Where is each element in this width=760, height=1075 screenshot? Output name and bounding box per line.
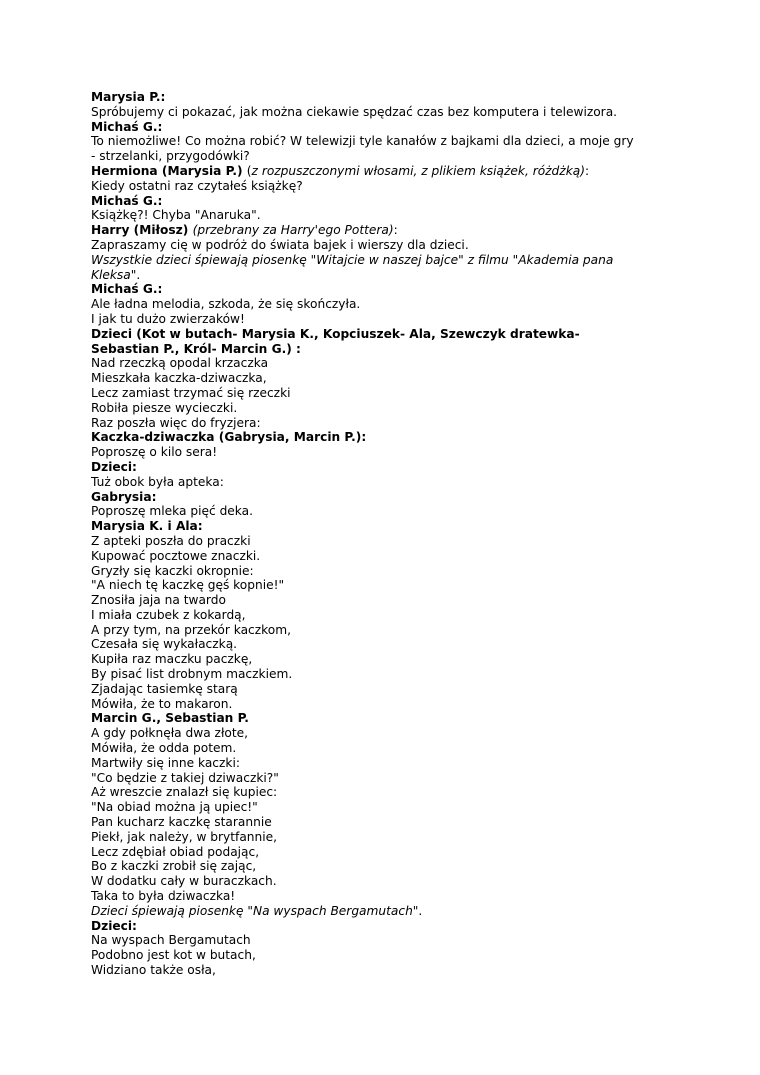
line-text: Spróbujemy ci pokazać, jak można ciekawie spędzać czas bez komputera i telewizora.: [91, 104, 618, 119]
line-text: :: [584, 163, 590, 178]
speaker-label: Harry (Miłosz): [91, 223, 193, 238]
line-text: Nad rzeczką opodal krzaczka: [91, 356, 269, 371]
text-line: [91, 134, 681, 149]
line-text: Na wyspach Bergamutach: [91, 933, 251, 948]
line-text: Zapraszamy cię w podróż do świata bajek i wierszy dla dzieci.: [91, 237, 469, 252]
text-line: [91, 327, 681, 342]
line-text: A gdy połknęła dwa złote,: [91, 726, 249, 741]
line-text: Tuż obok była apteka:: [91, 474, 224, 489]
line-text: "Co będzie z takiej dziwaczki?": [91, 770, 279, 785]
speaker-label: Dzieci:: [91, 918, 137, 933]
text-line: [91, 549, 681, 564]
text-line: [91, 475, 681, 490]
line-text: Poproszę mleka pięć deka.: [91, 504, 253, 519]
text-line: [91, 312, 681, 327]
speaker-label: Marysia K. i Ala:: [91, 519, 203, 534]
line-text: Książkę?! Chyba "Anaruka".: [91, 208, 261, 223]
line-text: To niemożliwe! Co można robić? W telewizji tyle kanałów z bajkami dla dzieci, a moje gry: [91, 134, 634, 149]
text-line: [91, 401, 681, 416]
line-text: Robiła piesze wycieczki.: [91, 400, 238, 415]
line-text: "A niech tę kaczkę gęś kopnie!": [91, 578, 285, 593]
line-text: Mówiła, że to makaron.: [91, 696, 233, 711]
text-line: [91, 371, 681, 386]
speaker-label: Dzieci (Kot w butach- Marysia K., Kopciuszek- Ala, Szewczyk dratewka-: [91, 326, 580, 341]
line-text: Piekł, jak należy, w brytfannie,: [91, 829, 278, 844]
text-line: [91, 238, 681, 253]
text-line: [91, 105, 681, 120]
text-line: [91, 416, 681, 431]
text-line: [91, 741, 681, 756]
line-text: Martwiły się inne kaczki:: [91, 755, 240, 770]
stage-direction: z rozpuszczonymi włosami, z plikiem książek, różdżką): [251, 163, 585, 178]
text-line: [91, 608, 681, 623]
text-line: [91, 268, 681, 283]
stage-direction: Akademia pana: [518, 252, 614, 267]
text-line: [91, 652, 681, 667]
line-text: Czesała się wykałaczką.: [91, 637, 238, 652]
text-line: [91, 726, 681, 741]
speaker-label: Michaś G.:: [91, 119, 163, 134]
line-text: Poproszę o kilo sera!: [91, 445, 218, 460]
speaker-label: Michaś G.:: [91, 282, 163, 297]
text-line: [91, 919, 681, 934]
line-text: Kupować pocztowe znaczki.: [91, 548, 261, 563]
speaker-label: Hermiona (Marysia P.): [91, 163, 247, 178]
text-line: [91, 623, 681, 638]
speaker-label: Marcin G., Sebastian P.: [91, 711, 249, 726]
text-line: [91, 445, 681, 460]
speaker-label: Sebastian P., Król- Marcin G.) :: [91, 341, 301, 356]
text-line: [91, 519, 681, 534]
text-line: [91, 697, 681, 712]
text-line: [91, 490, 681, 505]
line-text: Mówiła, że odda potem.: [91, 741, 237, 756]
line-text: ": [247, 903, 253, 918]
text-line: [91, 253, 681, 268]
text-line: [91, 800, 681, 815]
text-line: [91, 771, 681, 786]
line-text: Ale ładna melodia, szkoda, że się skończyła.: [91, 297, 361, 312]
text-line: [91, 386, 681, 401]
text-line: [91, 593, 681, 608]
line-text: Lecz zamiast trzymać się rzeczki: [91, 385, 291, 400]
text-line: [91, 460, 681, 475]
line-text: I miała czubek z kokardą,: [91, 607, 246, 622]
stage-direction: "Witajcie w naszej bajce: [310, 252, 459, 267]
text-line: [91, 208, 681, 223]
text-line: [91, 948, 681, 963]
stage-direction: " z filmu ": [458, 252, 519, 267]
line-text: W dodatku cały w buraczkach.: [91, 874, 277, 889]
text-line: [91, 578, 681, 593]
text-line: [91, 342, 681, 357]
text-line: [91, 845, 681, 860]
line-text: By pisać list drobnym maczkiem.: [91, 667, 293, 682]
text-line: [91, 963, 681, 978]
text-line: [91, 933, 681, 948]
text-line: [91, 830, 681, 845]
speaker-label: Kaczka-dziwaczka (Gabrysia, Marcin P.):: [91, 430, 367, 445]
line-text: Gryzły się kaczki okropnie:: [91, 563, 254, 578]
line-text: Lecz zdębiał obiad podając,: [91, 844, 260, 859]
text-line: [91, 859, 681, 874]
text-line: [91, 430, 681, 445]
text-line: [91, 223, 681, 238]
text-line: [91, 179, 681, 194]
line-text: Z apteki poszła do praczki: [91, 533, 251, 548]
line-text: "Na obiad można ją upiec!": [91, 800, 258, 815]
text-line: [91, 356, 681, 371]
stage-direction: Wszystkie dzieci śpiewają piosenkę: [91, 252, 311, 267]
line-text: Taka to była dziwaczka!: [91, 889, 236, 904]
line-text: :: [393, 223, 398, 238]
speaker-label: Marysia P.:: [91, 90, 166, 104]
text-line: [91, 297, 681, 312]
text-line: [91, 564, 681, 579]
line-text: Zjadając tasiemkę starą: [91, 681, 238, 696]
text-line: [91, 711, 681, 726]
text-line: [91, 194, 681, 209]
line-text: Mieszkała kaczka-dziwaczka,: [91, 371, 267, 386]
text-line: [91, 889, 681, 904]
line-text: Pan kucharz kaczkę starannie: [91, 815, 272, 830]
line-text: - strzelanki, przygodówki?: [91, 149, 250, 164]
text-line: [91, 815, 681, 830]
line-text: Widziano także osła,: [91, 963, 216, 978]
stage-direction: (przebrany za Harry'ego Pottera): [192, 223, 394, 238]
speaker-label: Michaś G.:: [91, 193, 163, 208]
text-line: [91, 90, 681, 105]
line-text: Raz poszła więc do fryzjera:: [91, 415, 261, 430]
line-text: ".: [412, 903, 423, 918]
stage-direction: Na wyspach Bergamutach: [252, 903, 413, 918]
text-line: [91, 637, 681, 652]
text-line: [91, 667, 681, 682]
text-line: [91, 682, 681, 697]
text-line: [91, 504, 681, 519]
line-text: A przy tym, na przekór kaczkom,: [91, 622, 291, 637]
text-line: [91, 149, 681, 164]
text-line: [91, 785, 681, 800]
line-text: Kupiła raz maczku paczkę,: [91, 652, 253, 667]
stage-direction: Dzieci śpiewają piosenkę: [91, 903, 248, 918]
line-text: Kiedy ostatni raz czytałeś książkę?: [91, 178, 303, 193]
line-text: Znosiła jaja na twardo: [91, 593, 226, 608]
text-line: [91, 904, 681, 919]
text-line: [91, 756, 681, 771]
text-line: [91, 282, 681, 297]
line-text: Aż wreszcie znalazł się kupiec:: [91, 785, 278, 800]
speaker-label: Gabrysia:: [91, 489, 157, 504]
line-text: Bo z kaczki zrobił się zając,: [91, 859, 257, 874]
text-line: [91, 120, 681, 135]
line-text: Podobno jest kot w butach,: [91, 948, 256, 963]
line-text: I jak tu dużo zwierzaków!: [91, 311, 245, 326]
document-page: [91, 90, 681, 978]
stage-direction: Kleksa: [91, 267, 131, 282]
line-text: ".: [130, 267, 141, 282]
text-line: [91, 164, 681, 179]
line-text: (: [246, 163, 252, 178]
text-line: [91, 534, 681, 549]
speaker-label: Dzieci:: [91, 459, 137, 474]
text-line: [91, 874, 681, 889]
